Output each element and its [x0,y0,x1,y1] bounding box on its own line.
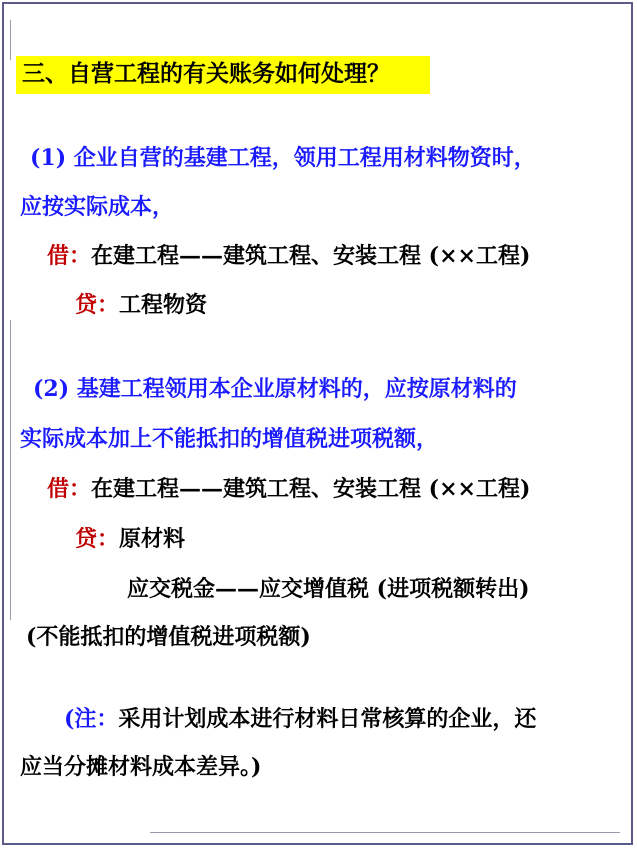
item2-line2: 实际成本加上不能抵扣的增值税进项税额， [20,426,439,452]
item2-debit-row [47,474,530,504]
decor-line-left-top [10,20,11,60]
debit-entry: 在建工程——建筑工程、安装工程 (××工程) [91,476,531,502]
note-line1 [64,704,536,734]
debit-label: 借： [47,476,92,502]
credit-entry: 工程物资 [119,292,208,318]
note-prefix: (注： [64,706,119,732]
debit-label: 借： [47,243,92,269]
decor-line-left-middle [10,320,11,620]
credit-label: 贷： [75,526,120,552]
decor-line-bottom [150,832,620,833]
section-heading: 三、自营工程的有关账务如何处理？ [22,60,390,87]
item2-credit-row [75,524,185,554]
note-line2: 应当分摊材料成本差异。) [20,754,262,780]
item1-credit-row [75,290,207,320]
credit-entry: 原材料 [119,526,186,552]
note-text: 采用计划成本进行材料日常核算的企业，还 [118,706,537,732]
item1-line2: 应按实际成本， [20,194,175,220]
item1-debit-row [47,241,530,271]
item2-note: (不能抵扣的增值税进项税额) [26,624,311,650]
credit-label: 贷： [75,292,120,318]
item1-line1: (1) 企业自营的基建工程，领用工程用材料物资时， [30,145,536,171]
debit-entry: 在建工程——建筑工程、安装工程 (××工程) [91,243,531,269]
item2-line1: (2) 基建工程领用本企业原材料的，应按原材料的 [33,376,517,402]
credit-entry-2: 应交税金——应交增值税 (进项税额转出) [127,576,530,602]
